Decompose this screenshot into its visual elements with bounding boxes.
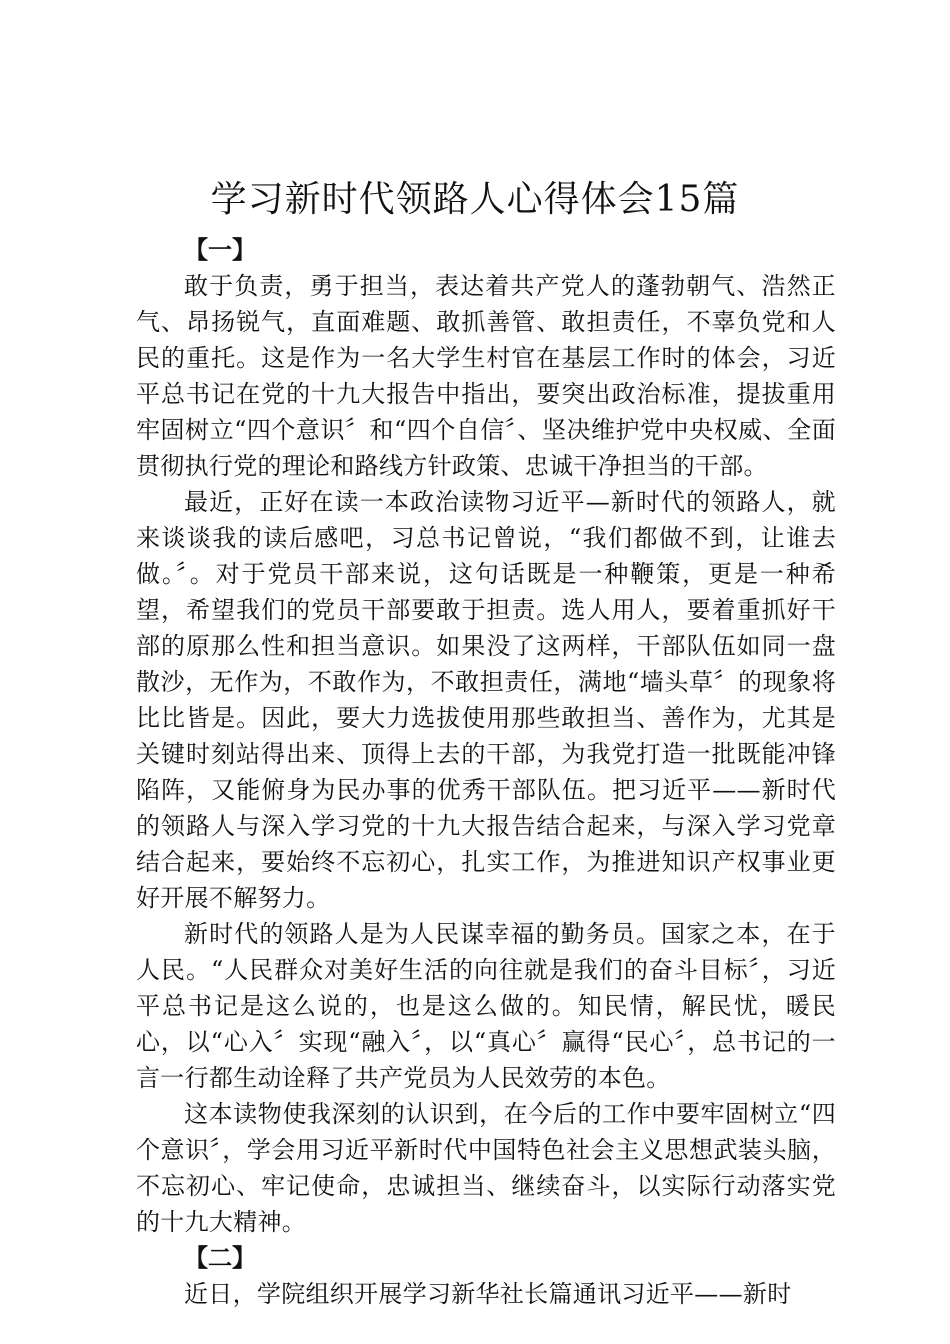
paragraph: 敢于负责，勇于担当，表达着共产党人的蓬勃朝气、浩然正气、昂扬锐气，直面难题、敢抓善管、敢担责任，不辜负党和人民的重托。这是作为一名大学生村官在基层工作时的体会，习近平总书记在党的十九大报告中指出，要突出政治标准，提拔重用牢固树立“四个意识〞和“四个自信〞、坚决维护党中央权威、全面贯彻执行党的理论和路线方针政策、忠诚干净担当的干部。 bbox=[136, 272, 836, 480]
paragraph: 这本读物使我深刻的认识到，在今后的工作中要牢固树立“四个意识〞，学会用习近平新时代中国特色社会主义思想武装头脑，不忘初心、牢记使命，忠诚担当、继续奋斗，以实际行动落实党的十九大精神。 bbox=[136, 1100, 836, 1236]
paragraph: 最近，正好在读一本政治读物习近平—新时代的领路人，就来谈谈我的读后感吧，习总书记曾说，“我们都做不到，让谁去做。〞。对于党员干部来说，这句话既是一种鞭策，更是一种希望，希望我们的党员干部要敢于担责。选人用人，要着重抓好干部的原那么性和担当意识。如果没了这两样，干部队伍如同一盘散沙，无作为，不敢作为，不敢担责任，满地“墙头草〞的现象将比比皆是。因此，要大力选拔使用那些敢担当、善作为，尤其是关键时刻站得出来、顶得上去的干部，为我党打造一批既能冲锋陷阵，又能俯身为民办事的优秀干部队伍。把习近平——新时代的领路人与深入学习党的十九大报告结合起来，与深入学习党章结合起来，要始终不忘初心，扎实工作，为推进知识产权事业更好开展不解努力。 bbox=[136, 488, 836, 912]
section-heading-2: 【二】 bbox=[184, 1243, 256, 1272]
document-title: 学习新时代领路人心得体会15篇 bbox=[210, 179, 740, 220]
paragraph: 新时代的领路人是为人民谋幸福的勤务员。国家之本，在于人民。“人民群众对美好生活的向往就是我们的奋斗目标〞，习近平总书记是这么说的，也是这么做的。知民情，解民忧，暖民心，以“心入〞实现“融入〞，以“真心〞赢得“民心〞，总书记的一言一行都生动诠释了共产党员为人民效劳的本色。 bbox=[136, 920, 836, 1092]
section-heading-1: 【一】 bbox=[184, 235, 256, 264]
document-body bbox=[136, 232, 836, 1312]
paragraph: 近日，学院组织开展学习新华社长篇通讯习近平——新时 bbox=[184, 1280, 792, 1308]
